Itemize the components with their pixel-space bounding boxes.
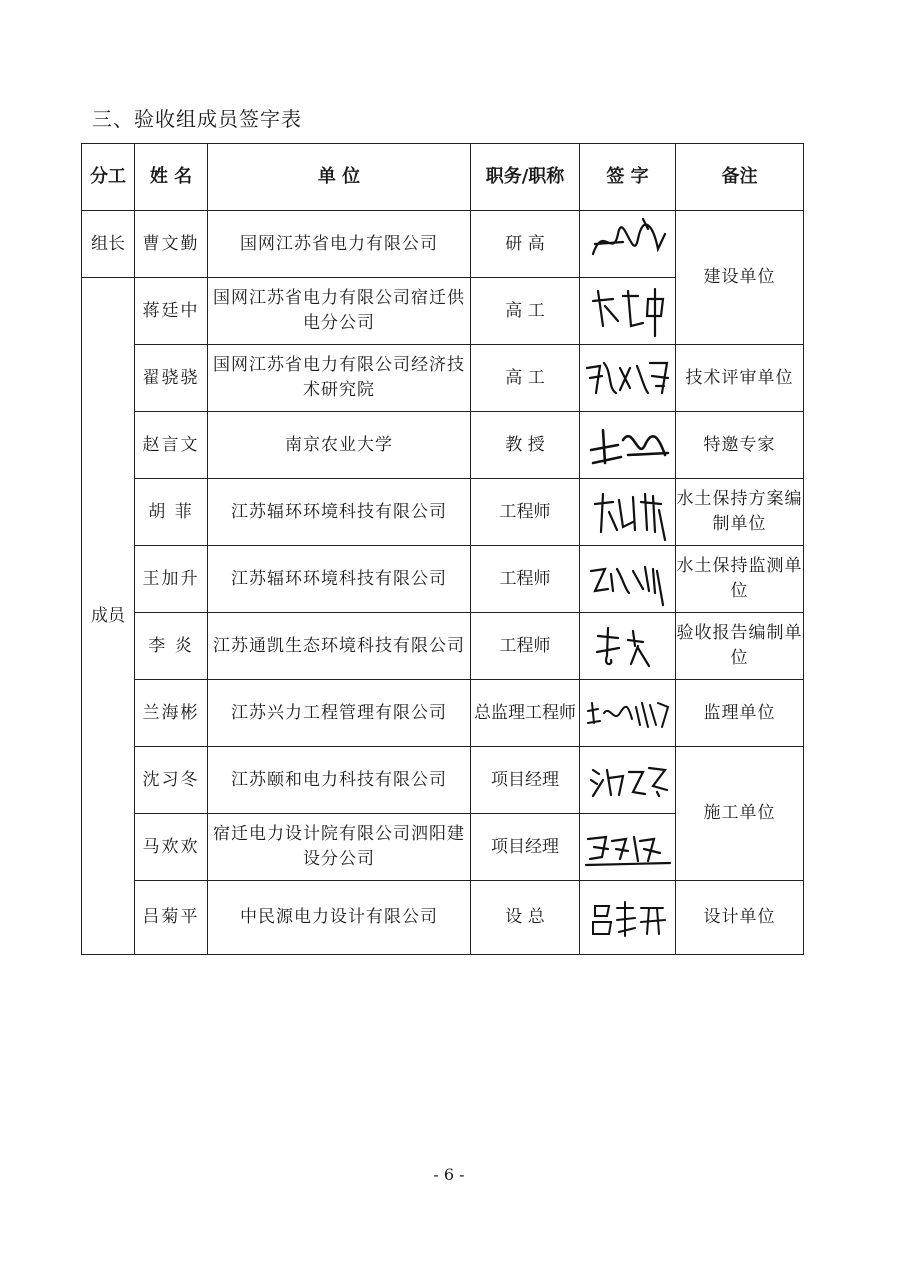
note-construction: 建设单位 — [676, 211, 804, 345]
page-number: - 6 - — [433, 1165, 465, 1184]
signature-cell — [580, 211, 676, 278]
table-row — [82, 613, 804, 680]
note-expert: 特邀专家 — [676, 412, 804, 479]
member-name: 翟骁骁 — [135, 345, 208, 412]
handwritten-signature — [583, 549, 673, 609]
signature-cell — [580, 814, 676, 881]
table-row — [82, 747, 804, 814]
signature-cell — [580, 747, 676, 814]
signature-table — [81, 143, 804, 955]
signature-cell — [580, 613, 676, 680]
role-member: 成员 — [82, 278, 135, 955]
header-role: 分工 — [82, 144, 135, 211]
member-unit: 中民源电力设计有限公司 — [208, 881, 471, 955]
member-title: 高 工 — [471, 278, 580, 345]
member-name: 沈习冬 — [135, 747, 208, 814]
member-unit: 国网江苏省电力有限公司经济技术研究院 — [208, 345, 471, 412]
page-heading: 三、验收组成员签字表 — [92, 107, 302, 131]
handwritten-signature — [583, 888, 673, 948]
member-name: 胡 菲 — [135, 479, 208, 546]
member-name: 曹文勤 — [135, 211, 208, 278]
signature-cell — [580, 412, 676, 479]
table-row — [82, 479, 804, 546]
role-leader: 组长 — [82, 211, 135, 278]
note-monitoring: 水土保持监测单位 — [676, 546, 804, 613]
member-unit: 江苏辐环环境科技有限公司 — [208, 546, 471, 613]
member-unit: 国网江苏省电力有限公司宿迁供电分公司 — [208, 278, 471, 345]
member-unit: 江苏兴力工程管理有限公司 — [208, 680, 471, 747]
note-report: 验收报告编制单位 — [676, 613, 804, 680]
member-title: 工程师 — [471, 479, 580, 546]
signature-cell — [580, 278, 676, 345]
member-title: 项目经理 — [471, 747, 580, 814]
member-unit: 江苏通凯生态环境科技有限公司 — [208, 613, 471, 680]
table-row — [82, 546, 804, 613]
handwritten-signature — [583, 214, 673, 274]
signature-cell — [580, 680, 676, 747]
handwritten-signature — [583, 616, 673, 676]
member-unit: 南京农业大学 — [208, 412, 471, 479]
member-unit: 江苏颐和电力科技有限公司 — [208, 747, 471, 814]
table-row — [82, 211, 804, 278]
member-unit: 国网江苏省电力有限公司 — [208, 211, 471, 278]
handwritten-signature — [583, 750, 673, 810]
header-title: 职务/职称 — [471, 144, 580, 211]
handwritten-signature — [583, 281, 673, 341]
member-title: 研 高 — [471, 211, 580, 278]
signature-cell — [580, 345, 676, 412]
signature-cell — [580, 546, 676, 613]
member-unit: 宿迁电力设计院有限公司泗阳建设分公司 — [208, 814, 471, 881]
member-title: 项目经理 — [471, 814, 580, 881]
signature-cell — [580, 479, 676, 546]
handwritten-signature — [583, 415, 673, 475]
header-unit: 单 位 — [208, 144, 471, 211]
member-name: 吕菊平 — [135, 881, 208, 955]
note-plan: 水土保持方案编制单位 — [676, 479, 804, 546]
member-unit: 江苏辐环环境科技有限公司 — [208, 479, 471, 546]
member-title: 工程师 — [471, 546, 580, 613]
member-name: 王加升 — [135, 546, 208, 613]
member-name: 蒋廷中 — [135, 278, 208, 345]
handwritten-signature — [582, 817, 674, 877]
member-title: 工程师 — [471, 613, 580, 680]
table-row — [82, 412, 804, 479]
header-signature: 签 字 — [580, 144, 676, 211]
note-design: 设计单位 — [676, 881, 804, 955]
handwritten-signature — [583, 482, 673, 542]
header-name: 姓 名 — [135, 144, 208, 211]
note-builder: 施工单位 — [676, 747, 804, 881]
member-name: 李 炎 — [135, 613, 208, 680]
member-name: 赵言文 — [135, 412, 208, 479]
table-row — [82, 881, 804, 955]
handwritten-signature — [582, 348, 674, 408]
member-title: 高 工 — [471, 345, 580, 412]
member-name: 马欢欢 — [135, 814, 208, 881]
table-row — [82, 680, 804, 747]
note-review: 技术评审单位 — [676, 345, 804, 412]
table-row — [82, 345, 804, 412]
member-name: 兰海彬 — [135, 680, 208, 747]
handwritten-signature — [582, 683, 674, 743]
header-note: 备注 — [676, 144, 804, 211]
signature-cell — [580, 881, 676, 955]
member-title: 设 总 — [471, 881, 580, 955]
member-title: 教 授 — [471, 412, 580, 479]
member-title: 总监理工程师 — [471, 680, 580, 747]
note-supervision: 监理单位 — [676, 680, 804, 747]
header-row — [82, 144, 804, 211]
